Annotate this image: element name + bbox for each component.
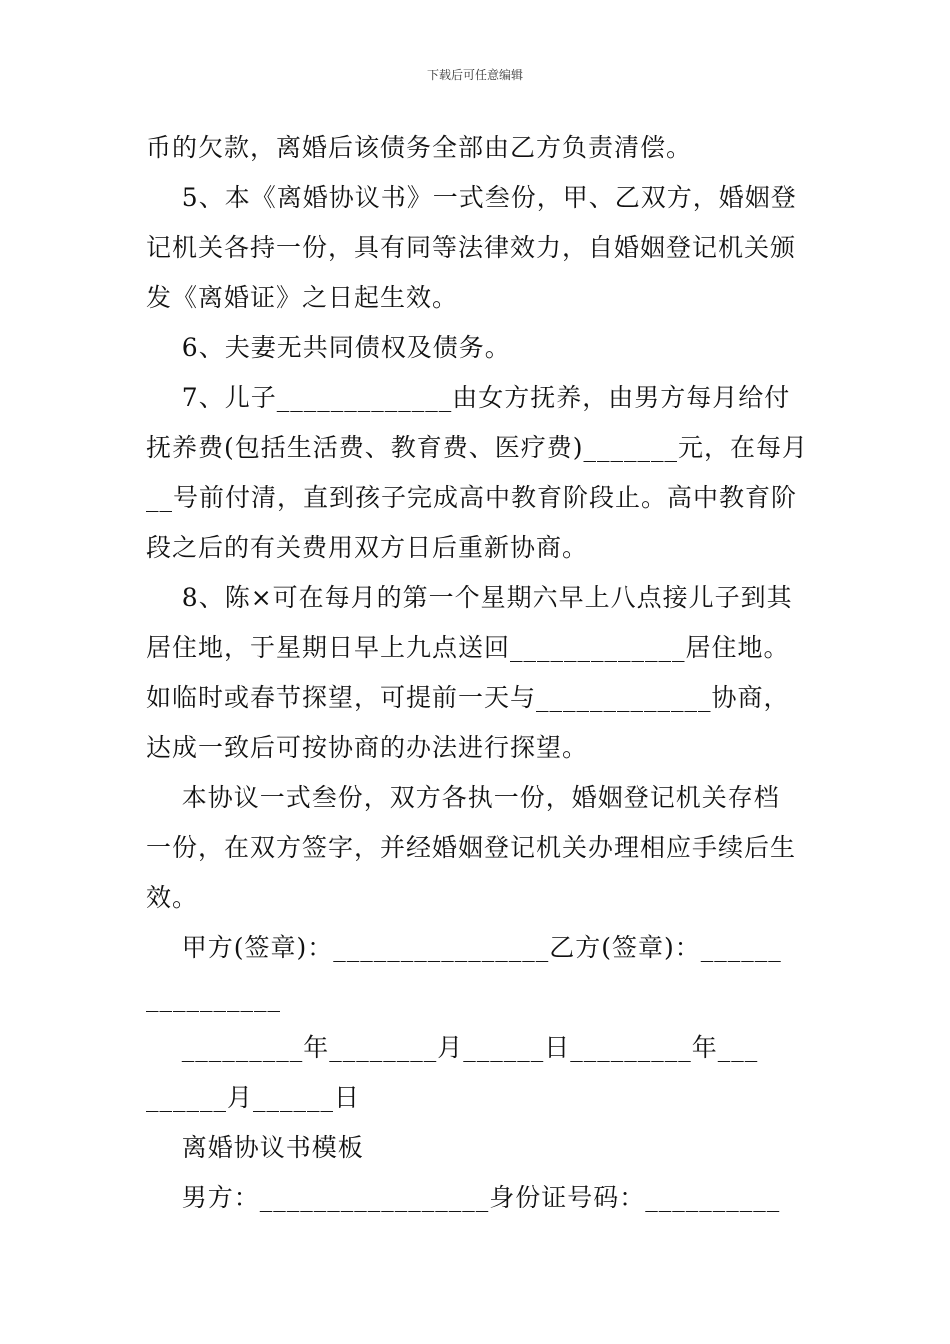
text-line: 5、本《离婚协议书》一式叁份，甲、乙双方，婚姻登 — [146, 183, 797, 212]
text-line: _________年________月______日_________年___ — [146, 1033, 759, 1062]
text-line: 一份，在双方签字，并经婚姻登记机关办理相应手续后生 — [146, 833, 797, 862]
text-line: 离婚协议书模板 — [146, 1133, 364, 1162]
text-line: __号前付清，直到孩子完成高中教育阶段止。高中教育阶 — [146, 483, 798, 512]
text-line: 发《离婚证》之日起生效。 — [146, 283, 459, 312]
text-line: 6、夫妻无共同债权及债务。 — [146, 333, 511, 362]
text-line: 记机关各持一份，具有同等法律效力，自婚姻登记机关颁 — [146, 233, 797, 262]
text-line: 抚养费(包括生活费、教育费、医疗费)_______元，在每月 — [146, 433, 809, 462]
text-line: 段之后的有关费用双方日后重新协商。 — [146, 533, 589, 562]
text-line: 7、儿子_____________由女方抚养，由男方每月给付 — [146, 383, 791, 412]
text-line: __________ — [146, 983, 281, 1012]
text-line: 8、陈×可在每月的第一个星期六早上八点接儿子到其 — [146, 583, 793, 612]
text-line: 本协议一式叁份，双方各执一份，婚姻登记机关存档 — [146, 783, 780, 812]
text-line: ______月______日 — [146, 1083, 361, 1112]
text-line: 币的欠款，离婚后该债务全部由乙方负责清偿。 — [146, 133, 693, 162]
text-line: 如临时或春节探望，可提前一天与_____________协商， — [146, 683, 790, 712]
text-line: 男方：_________________身份证号码：__________ — [146, 1183, 781, 1212]
text-line: 居住地，于星期日早上九点送回_____________居住地。 — [146, 633, 790, 662]
page-header: 下载后可任意编辑 — [426, 68, 523, 82]
text-line: 达成一致后可按协商的办法进行探望。 — [146, 733, 589, 762]
text-line: 甲方(签章)：________________乙方(签章)：______ — [146, 933, 782, 962]
text-line: 效。 — [146, 883, 199, 912]
